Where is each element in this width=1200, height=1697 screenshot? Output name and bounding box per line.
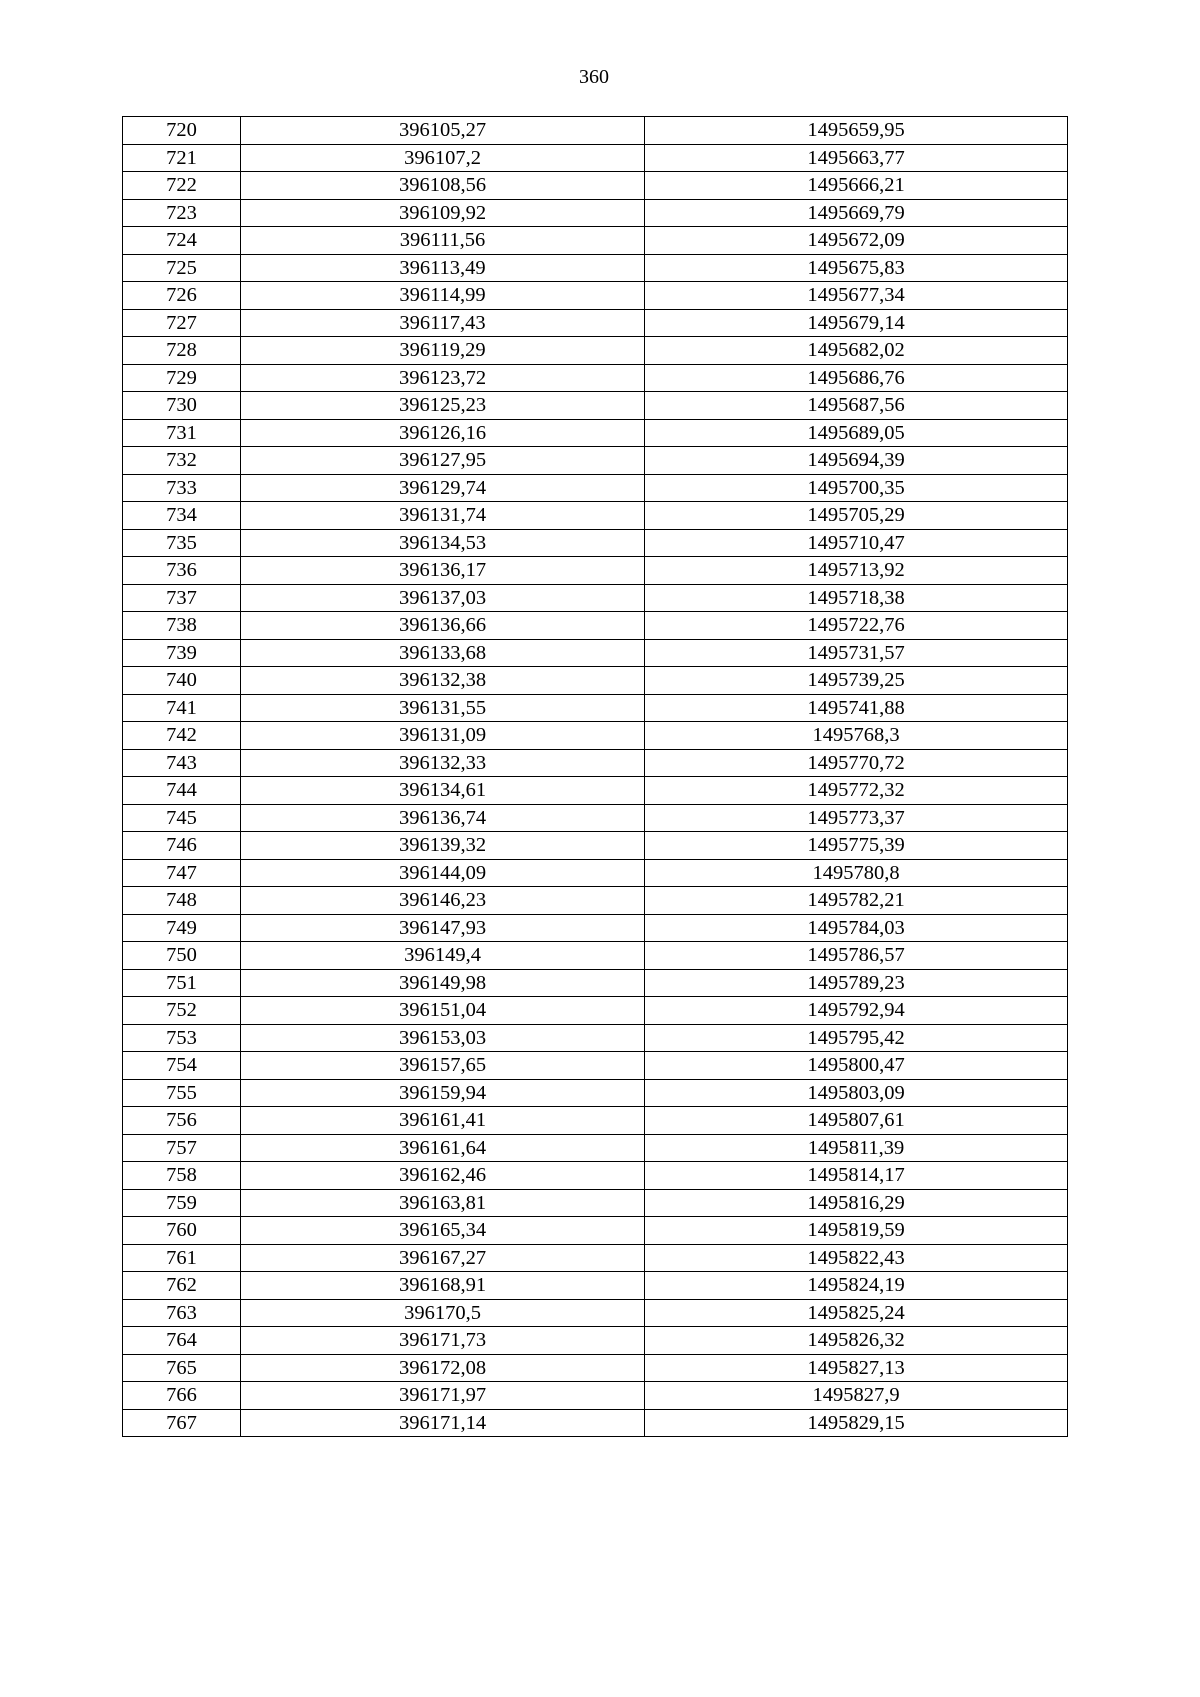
table-row [123,804,1068,832]
point-number-cell: 767 [123,1409,241,1437]
table-row [123,419,1068,447]
x-coordinate-cell: 396119,29 [241,337,645,365]
x-coordinate-cell: 396171,97 [241,1382,645,1410]
point-number-cell: 740 [123,667,241,695]
point-number-cell: 759 [123,1189,241,1217]
x-coordinate-cell: 396159,94 [241,1079,645,1107]
table-row [123,997,1068,1025]
x-coordinate-cell: 396163,81 [241,1189,645,1217]
point-number-cell: 737 [123,584,241,612]
x-coordinate-cell: 396111,56 [241,227,645,255]
x-coordinate-cell: 396117,43 [241,309,645,337]
x-coordinate-cell: 396123,72 [241,364,645,392]
table-row [123,557,1068,585]
point-number-cell: 727 [123,309,241,337]
x-coordinate-cell: 396153,03 [241,1024,645,1052]
point-number-cell: 734 [123,502,241,530]
point-number-cell: 720 [123,117,241,145]
x-coordinate-cell: 396157,65 [241,1052,645,1080]
point-number-cell: 748 [123,887,241,915]
y-coordinate-cell: 1495700,35 [645,474,1068,502]
point-number-cell: 726 [123,282,241,310]
y-coordinate-cell: 1495770,72 [645,749,1068,777]
table-row [123,694,1068,722]
coordinates-table-body [123,117,1068,1437]
coordinates-table [122,116,1068,1437]
x-coordinate-cell: 396134,53 [241,529,645,557]
point-number-cell: 755 [123,1079,241,1107]
y-coordinate-cell: 1495782,21 [645,887,1068,915]
y-coordinate-cell: 1495772,32 [645,777,1068,805]
x-coordinate-cell: 396139,32 [241,832,645,860]
y-coordinate-cell: 1495814,17 [645,1162,1068,1190]
x-coordinate-cell: 396165,34 [241,1217,645,1245]
table-row [123,1382,1068,1410]
y-coordinate-cell: 1495686,76 [645,364,1068,392]
point-number-cell: 730 [123,392,241,420]
table-row [123,777,1068,805]
y-coordinate-cell: 1495710,47 [645,529,1068,557]
point-number-cell: 739 [123,639,241,667]
point-number-cell: 761 [123,1244,241,1272]
table-row [123,447,1068,475]
table-row [123,969,1068,997]
x-coordinate-cell: 396133,68 [241,639,645,667]
y-coordinate-cell: 1495789,23 [645,969,1068,997]
point-number-cell: 749 [123,914,241,942]
table-row [123,1024,1068,1052]
point-number-cell: 747 [123,859,241,887]
y-coordinate-cell: 1495803,09 [645,1079,1068,1107]
table-row [123,914,1068,942]
point-number-cell: 751 [123,969,241,997]
y-coordinate-cell: 1495659,95 [645,117,1068,145]
point-number-cell: 735 [123,529,241,557]
x-coordinate-cell: 396125,23 [241,392,645,420]
point-number-cell: 733 [123,474,241,502]
point-number-cell: 743 [123,749,241,777]
y-coordinate-cell: 1495718,38 [645,584,1068,612]
table-row [123,1409,1068,1437]
x-coordinate-cell: 396132,33 [241,749,645,777]
x-coordinate-cell: 396137,03 [241,584,645,612]
x-coordinate-cell: 396131,74 [241,502,645,530]
table-row [123,749,1068,777]
x-coordinate-cell: 396161,41 [241,1107,645,1135]
point-number-cell: 764 [123,1327,241,1355]
point-number-cell: 732 [123,447,241,475]
point-number-cell: 766 [123,1382,241,1410]
y-coordinate-cell: 1495824,19 [645,1272,1068,1300]
point-number-cell: 723 [123,199,241,227]
y-coordinate-cell: 1495731,57 [645,639,1068,667]
y-coordinate-cell: 1495672,09 [645,227,1068,255]
y-coordinate-cell: 1495741,88 [645,694,1068,722]
y-coordinate-cell: 1495827,13 [645,1354,1068,1382]
table-row [123,1052,1068,1080]
page-number: 360 [579,66,609,88]
y-coordinate-cell: 1495807,61 [645,1107,1068,1135]
x-coordinate-cell: 396171,14 [241,1409,645,1437]
point-number-cell: 754 [123,1052,241,1080]
y-coordinate-cell: 1495780,8 [645,859,1068,887]
x-coordinate-cell: 396161,64 [241,1134,645,1162]
table-row [123,364,1068,392]
y-coordinate-cell: 1495677,34 [645,282,1068,310]
y-coordinate-cell: 1495800,47 [645,1052,1068,1080]
point-number-cell: 728 [123,337,241,365]
y-coordinate-cell: 1495775,39 [645,832,1068,860]
y-coordinate-cell: 1495768,3 [645,722,1068,750]
x-coordinate-cell: 396114,99 [241,282,645,310]
x-coordinate-cell: 396149,4 [241,942,645,970]
table-row [123,529,1068,557]
table-row [123,639,1068,667]
y-coordinate-cell: 1495819,59 [645,1217,1068,1245]
table-row [123,1107,1068,1135]
table-row [123,1217,1068,1245]
y-coordinate-cell: 1495784,03 [645,914,1068,942]
table-row [123,1354,1068,1382]
x-coordinate-cell: 396131,55 [241,694,645,722]
x-coordinate-cell: 396113,49 [241,254,645,282]
table-row [123,254,1068,282]
x-coordinate-cell: 396136,17 [241,557,645,585]
point-number-cell: 738 [123,612,241,640]
table-row [123,887,1068,915]
x-coordinate-cell: 396131,09 [241,722,645,750]
x-coordinate-cell: 396144,09 [241,859,645,887]
x-coordinate-cell: 396136,74 [241,804,645,832]
table-row [123,309,1068,337]
y-coordinate-cell: 1495663,77 [645,144,1068,172]
x-coordinate-cell: 396134,61 [241,777,645,805]
y-coordinate-cell: 1495689,05 [645,419,1068,447]
table-row [123,1299,1068,1327]
point-number-cell: 736 [123,557,241,585]
y-coordinate-cell: 1495713,92 [645,557,1068,585]
table-row [123,144,1068,172]
y-coordinate-cell: 1495829,15 [645,1409,1068,1437]
y-coordinate-cell: 1495666,21 [645,172,1068,200]
table-row [123,337,1068,365]
point-number-cell: 746 [123,832,241,860]
x-coordinate-cell: 396167,27 [241,1244,645,1272]
y-coordinate-cell: 1495679,14 [645,309,1068,337]
point-number-cell: 744 [123,777,241,805]
x-coordinate-cell: 396147,93 [241,914,645,942]
x-coordinate-cell: 396108,56 [241,172,645,200]
y-coordinate-cell: 1495816,29 [645,1189,1068,1217]
table-row [123,584,1068,612]
x-coordinate-cell: 396146,23 [241,887,645,915]
x-coordinate-cell: 396129,74 [241,474,645,502]
point-number-cell: 760 [123,1217,241,1245]
y-coordinate-cell: 1495675,83 [645,254,1068,282]
table-row [123,1134,1068,1162]
x-coordinate-cell: 396126,16 [241,419,645,447]
point-number-cell: 724 [123,227,241,255]
table-row [123,1272,1068,1300]
y-coordinate-cell: 1495687,56 [645,392,1068,420]
point-number-cell: 756 [123,1107,241,1135]
y-coordinate-cell: 1495786,57 [645,942,1068,970]
table-row [123,172,1068,200]
x-coordinate-cell: 396151,04 [241,997,645,1025]
table-row [123,474,1068,502]
table-row [123,392,1068,420]
table-row [123,282,1068,310]
table-row [123,1079,1068,1107]
table-row [123,199,1068,227]
point-number-cell: 742 [123,722,241,750]
point-number-cell: 722 [123,172,241,200]
x-coordinate-cell: 396168,91 [241,1272,645,1300]
table-row [123,502,1068,530]
point-number-cell: 729 [123,364,241,392]
y-coordinate-cell: 1495811,39 [645,1134,1068,1162]
point-number-cell: 753 [123,1024,241,1052]
y-coordinate-cell: 1495773,37 [645,804,1068,832]
point-number-cell: 750 [123,942,241,970]
table-row [123,859,1068,887]
x-coordinate-cell: 396136,66 [241,612,645,640]
point-number-cell: 731 [123,419,241,447]
point-number-cell: 752 [123,997,241,1025]
table-row [123,942,1068,970]
table-row [123,832,1068,860]
point-number-cell: 741 [123,694,241,722]
x-coordinate-cell: 396149,98 [241,969,645,997]
x-coordinate-cell: 396107,2 [241,144,645,172]
point-number-cell: 765 [123,1354,241,1382]
y-coordinate-cell: 1495825,24 [645,1299,1068,1327]
y-coordinate-cell: 1495826,32 [645,1327,1068,1355]
y-coordinate-cell: 1495694,39 [645,447,1068,475]
x-coordinate-cell: 396105,27 [241,117,645,145]
x-coordinate-cell: 396162,46 [241,1162,645,1190]
point-number-cell: 757 [123,1134,241,1162]
table-row [123,612,1068,640]
x-coordinate-cell: 396127,95 [241,447,645,475]
x-coordinate-cell: 396170,5 [241,1299,645,1327]
x-coordinate-cell: 396132,38 [241,667,645,695]
y-coordinate-cell: 1495722,76 [645,612,1068,640]
table-row [123,1162,1068,1190]
point-number-cell: 763 [123,1299,241,1327]
y-coordinate-cell: 1495669,79 [645,199,1068,227]
y-coordinate-cell: 1495827,9 [645,1382,1068,1410]
table-row [123,1327,1068,1355]
point-number-cell: 721 [123,144,241,172]
y-coordinate-cell: 1495739,25 [645,667,1068,695]
table-row [123,117,1068,145]
y-coordinate-cell: 1495705,29 [645,502,1068,530]
table-row [123,722,1068,750]
table-row [123,1189,1068,1217]
point-number-cell: 762 [123,1272,241,1300]
table-row [123,227,1068,255]
x-coordinate-cell: 396171,73 [241,1327,645,1355]
y-coordinate-cell: 1495682,02 [645,337,1068,365]
y-coordinate-cell: 1495795,42 [645,1024,1068,1052]
table-row [123,667,1068,695]
point-number-cell: 758 [123,1162,241,1190]
point-number-cell: 725 [123,254,241,282]
x-coordinate-cell: 396109,92 [241,199,645,227]
y-coordinate-cell: 1495792,94 [645,997,1068,1025]
y-coordinate-cell: 1495822,43 [645,1244,1068,1272]
table-row [123,1244,1068,1272]
x-coordinate-cell: 396172,08 [241,1354,645,1382]
point-number-cell: 745 [123,804,241,832]
